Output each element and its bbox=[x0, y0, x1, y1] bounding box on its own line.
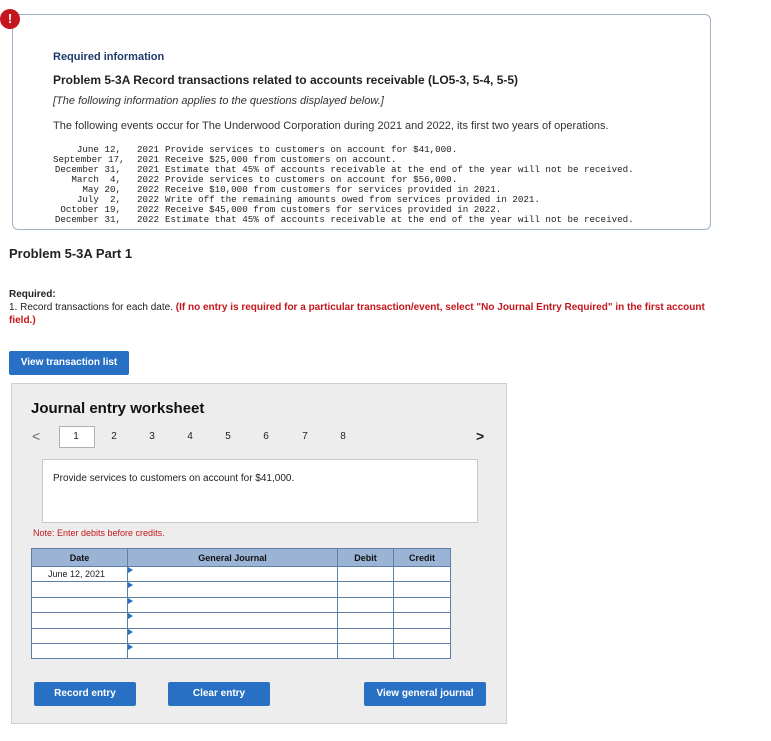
page-tab-5[interactable]: 5 bbox=[225, 431, 231, 442]
next-page-icon[interactable]: > bbox=[476, 428, 485, 444]
page-tab-4[interactable]: 4 bbox=[187, 431, 193, 442]
account-dropdown[interactable] bbox=[128, 628, 338, 643]
event-row: September 17, 2021 Receive $25,000 from customers on account. bbox=[53, 154, 397, 165]
event-row: October 19, 2022 Receive $45,000 from customers for services provided in 2022. bbox=[60, 204, 502, 215]
debit-header: Debit bbox=[338, 549, 394, 567]
table-row bbox=[32, 643, 451, 658]
page-tab-6[interactable]: 6 bbox=[263, 431, 269, 442]
event-row: December 31, 2022 Estimate that 45% of accounts receivable at the end of the year will not be received. bbox=[54, 214, 634, 225]
credit-input[interactable] bbox=[394, 567, 451, 582]
account-dropdown[interactable] bbox=[128, 567, 338, 582]
debit-input[interactable] bbox=[338, 643, 394, 658]
journal-entry-worksheet bbox=[11, 383, 507, 724]
page-tab-1[interactable]: 1 bbox=[73, 431, 79, 442]
account-dropdown[interactable] bbox=[128, 582, 338, 597]
credit-input[interactable] bbox=[394, 597, 451, 612]
event-row: March 4, 2022 Provide services to customers on account for $56,000. bbox=[71, 174, 458, 185]
credit-input[interactable] bbox=[394, 643, 451, 658]
date-cell: June 12, 2021 bbox=[32, 567, 128, 582]
view-transaction-list-button[interactable]: View transaction list bbox=[9, 351, 129, 375]
date-cell bbox=[32, 613, 128, 628]
credit-input[interactable] bbox=[394, 613, 451, 628]
info-box bbox=[12, 14, 711, 230]
clear-entry-button[interactable]: Clear entry bbox=[168, 682, 270, 706]
worksheet-title: Journal entry worksheet bbox=[31, 400, 205, 417]
instruction-warning: (If no entry is required for a particular transaction/event, select "No Journal Entry Required" in the first account field.) bbox=[9, 302, 705, 326]
table-row bbox=[32, 628, 451, 643]
part-title: Problem 5-3A Part 1 bbox=[9, 246, 133, 261]
problem-subtitle: [The following information applies to the questions displayed below.] bbox=[53, 95, 384, 107]
debits-note: Note: Enter debits before credits. bbox=[33, 528, 165, 538]
event-row: May 20, 2022 Receive $10,000 from customers for services provided in 2021. bbox=[82, 184, 502, 195]
worksheet-pager bbox=[30, 426, 490, 448]
page-tab-3[interactable]: 3 bbox=[149, 431, 155, 442]
debit-input[interactable] bbox=[338, 613, 394, 628]
date-header: Date bbox=[32, 549, 128, 567]
date-cell bbox=[32, 582, 128, 597]
table-row bbox=[32, 597, 451, 612]
debit-input[interactable] bbox=[338, 567, 394, 582]
account-dropdown[interactable] bbox=[128, 613, 338, 628]
debit-input[interactable] bbox=[338, 582, 394, 597]
transaction-description-box bbox=[42, 459, 478, 523]
page-tab-2[interactable]: 2 bbox=[111, 431, 117, 442]
view-general-journal-button[interactable]: View general journal bbox=[364, 682, 486, 706]
date-cell bbox=[32, 597, 128, 612]
event-row: July 2, 2022 Write off the remaining amounts owed from services provided in 2021. bbox=[76, 194, 540, 205]
required-instruction bbox=[9, 301, 729, 327]
debit-input[interactable] bbox=[338, 628, 394, 643]
account-dropdown[interactable] bbox=[128, 597, 338, 612]
credit-input[interactable] bbox=[394, 628, 451, 643]
event-row: June 12, 2021 Provide services to customers on account for $41,000. bbox=[76, 144, 458, 155]
events-list bbox=[53, 145, 634, 225]
events-intro: The following events occur for The Underwood Corporation during 2021 and 2022, its first two years of operations. bbox=[53, 120, 609, 132]
required-info-title: Required information bbox=[53, 51, 165, 63]
table-row bbox=[32, 613, 451, 628]
problem-title: Problem 5-3A Record transactions related to accounts receivable (LO5-3, 5-4, 5-5) bbox=[53, 73, 519, 87]
page-tab-8[interactable]: 8 bbox=[340, 431, 346, 442]
table-row bbox=[32, 567, 451, 582]
transaction-description: Provide services to customers on account for $41,000. bbox=[53, 473, 295, 484]
alert-icon: ! bbox=[0, 9, 20, 29]
required-label: Required: bbox=[9, 289, 56, 300]
general-journal-header: General Journal bbox=[128, 549, 338, 567]
instruction-text: 1. Record transactions for each date. bbox=[9, 302, 173, 313]
date-cell bbox=[32, 628, 128, 643]
account-dropdown[interactable] bbox=[128, 643, 338, 658]
credit-input[interactable] bbox=[394, 582, 451, 597]
table-row bbox=[32, 582, 451, 597]
prev-page-icon[interactable]: < bbox=[32, 428, 41, 444]
journal-table bbox=[31, 548, 451, 659]
debit-input[interactable] bbox=[338, 597, 394, 612]
record-entry-button[interactable]: Record entry bbox=[34, 682, 136, 706]
event-row: December 31, 2021 Estimate that 45% of accounts receivable at the end of the year will not be received. bbox=[54, 164, 634, 175]
date-cell bbox=[32, 643, 128, 658]
credit-header: Credit bbox=[394, 549, 451, 567]
page-tab-7[interactable]: 7 bbox=[302, 431, 308, 442]
